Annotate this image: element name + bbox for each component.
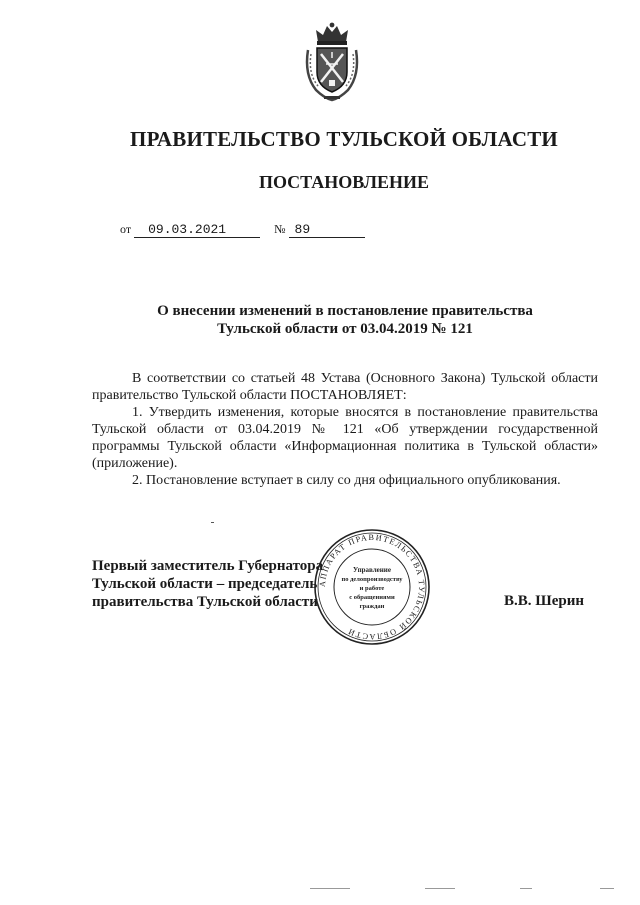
date-label: от	[120, 222, 132, 236]
scan-line-bottom	[600, 888, 614, 889]
subject-line-2: Тульской области от 03.04.2019 № 121	[217, 321, 473, 337]
coat-of-arms-icon	[302, 20, 362, 102]
seal-center-line-5: граждан	[359, 603, 385, 610]
seal-ring-text: АППАРАТ ПРАВИТЕЛЬСТВА ТУЛЬСКОЙ ОБЛАСТИ	[317, 532, 427, 642]
body-paragraph-item-2: 2. Постановление вступает в силу со дня официального опубликования.	[132, 473, 561, 488]
seal-center-line-4: с обращениями	[349, 594, 395, 601]
document-type: ПОСТАНОВЛЕНИЕ	[258, 172, 430, 192]
seal-center-line-3: и работе	[359, 585, 385, 592]
document-body	[92, 370, 598, 489]
body-paragraph-item-1: 1. Утвердить изменения, которые вносятся в постановление правительства Тульской области от 03.04.2019 № 121 «Об утверждении государственной программы Тульской области «Информационная политика в Тульской области» (приложение).	[92, 405, 598, 471]
position-line-1: Первый заместитель Губернатора	[92, 558, 324, 574]
position-line-2: Тульской области – председатель	[92, 576, 318, 592]
subject-line-1: О внесении изменений в постановление правительства	[157, 303, 533, 319]
government-title: ПРАВИТЕЛЬСТВО ТУЛЬСКОЙ ОБЛАСТИ	[130, 127, 558, 151]
registration-line	[120, 222, 365, 238]
position-line-3: правительства Тульской области	[92, 594, 318, 610]
signatory-position	[92, 557, 323, 611]
scan-speck	[211, 522, 214, 523]
scan-line-bottom	[520, 888, 532, 889]
body-paragraph-preamble: В соответствии со статьей 48 Устава (Основного Закона) Тульской области правительство Тульской области ПОСТАНОВЛЯЕТ:	[92, 371, 598, 403]
document-number: 89	[289, 223, 365, 238]
document-date: 09.03.2021	[134, 223, 260, 238]
scan-line-bottom	[310, 888, 350, 889]
number-label: №	[274, 222, 286, 236]
scan-line-bottom	[425, 888, 455, 889]
seal-center-line-2: по делопроизводству	[341, 576, 403, 583]
signatory-name: В.В. Шерин	[504, 593, 585, 609]
official-seal-icon	[312, 527, 432, 647]
seal-center-line-1: Управление	[353, 566, 391, 574]
document-subject	[110, 302, 580, 338]
